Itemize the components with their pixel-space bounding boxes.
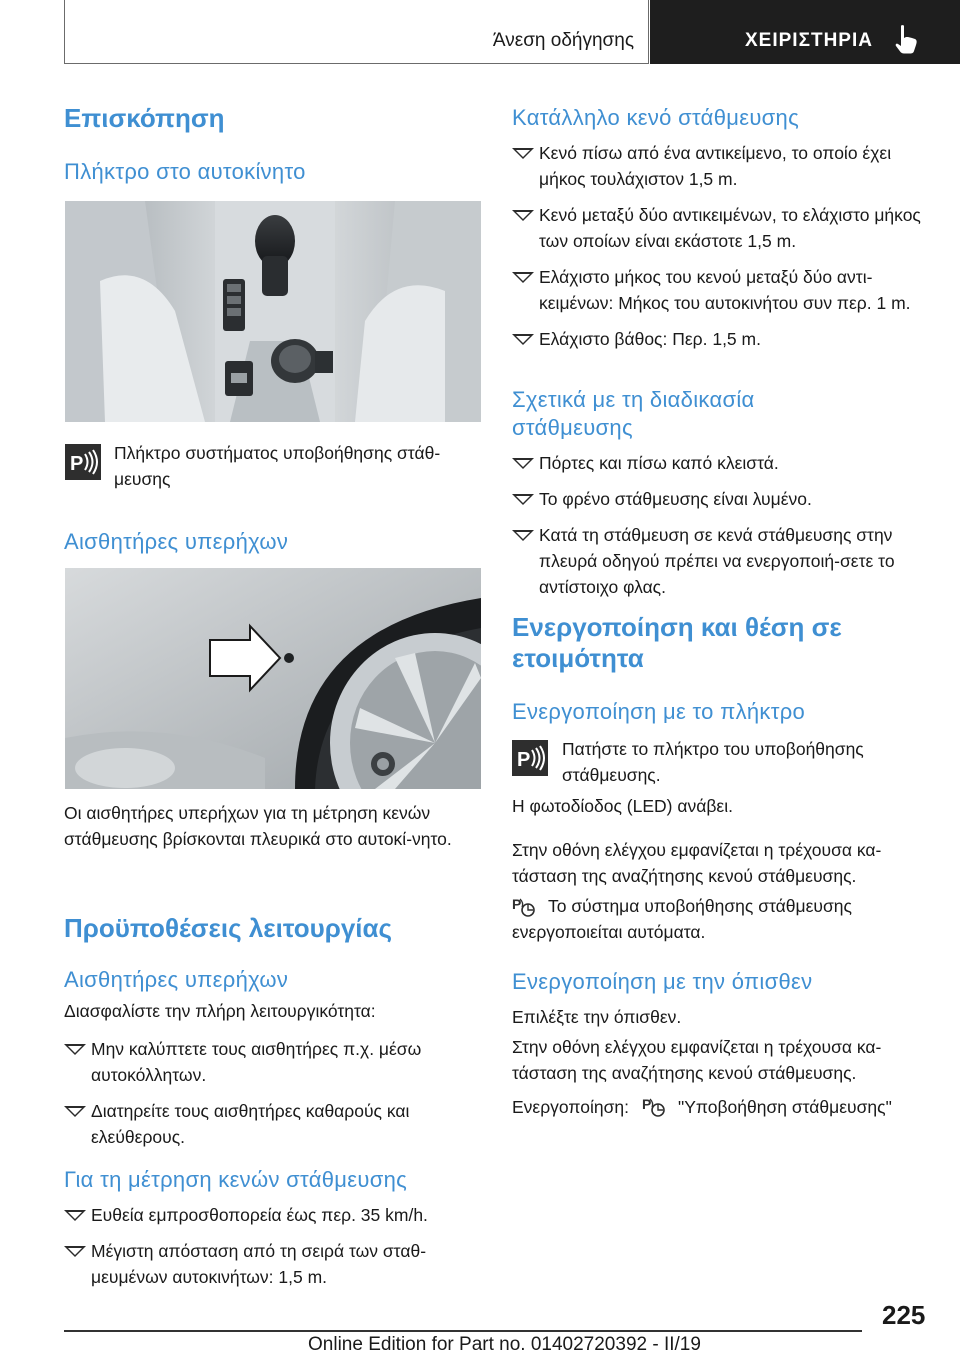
auto-activation-row bbox=[512, 893, 926, 945]
header-section-title: Άνεση οδήγησης bbox=[492, 30, 634, 51]
svg-text:P: P bbox=[512, 896, 522, 912]
svg-text:P: P bbox=[642, 1096, 652, 1112]
list-item: Ευθεία εμπροσθοπορεία έως περ. 35 km/h. bbox=[64, 1202, 474, 1228]
activation-label: Ενεργοποίηση: bbox=[512, 1097, 629, 1117]
heading-parking-procedure: Σχετικά με τη διαδικασία στάθμευσης bbox=[512, 387, 755, 440]
bullet-triangle-icon bbox=[512, 148, 534, 159]
bullet-triangle-icon bbox=[512, 334, 534, 345]
sensor-bullet-list bbox=[64, 1036, 474, 1160]
pdc-button-icon bbox=[512, 740, 548, 776]
heading-activate-with-reverse: Ενεργοποίηση με την όπισθεν bbox=[512, 969, 813, 994]
heading-activate-with-button: Ενεργοποίηση με το πλήκτρο bbox=[512, 699, 806, 724]
sensor-photo bbox=[65, 568, 481, 789]
select-reverse-text: Επιλέξτε την όπισθεν. bbox=[512, 1007, 682, 1027]
pointer-hand-icon bbox=[894, 24, 920, 54]
pdc-button-icon-wrap bbox=[65, 444, 101, 485]
heading-ultrasonic-sensors: Αισθητήρες υπερήχων bbox=[64, 529, 289, 554]
pdc-small-icon bbox=[512, 895, 538, 917]
list-item: Μην καλύπτετε τους αισθητήρες π.χ. μέσω αυτοκόλλητων. bbox=[64, 1036, 474, 1088]
bullet-triangle-icon bbox=[512, 530, 534, 541]
bullet-triangle-icon bbox=[512, 272, 534, 283]
auto-activation-text: Το σύστημα υποβοήθησης στάθμευσης ενεργοποιείται αυτόματα. bbox=[512, 896, 852, 942]
heading-overview: Επισκόπηση bbox=[64, 103, 225, 133]
activation-menu-item: "Υποβοήθηση στάθμευσης" bbox=[678, 1097, 892, 1117]
list-item: Το φρένο στάθμευσης είναι λυμένο. bbox=[512, 486, 926, 512]
list-item: Κενό πίσω από ένα αντικείμενο, το οποίο έχει μήκος τουλάχιστον 1,5 m. bbox=[512, 140, 926, 192]
header-manual-title: ΧΕΙΡΙΣΤΗΡΙΑ bbox=[745, 30, 873, 51]
list-item: Διατηρείτε τους αισθητήρες καθαρούς και ελεύθερους. bbox=[64, 1098, 474, 1150]
procedure-bullet-list bbox=[512, 450, 926, 610]
list-item: Πόρτες και πίσω καπό κλειστά. bbox=[512, 450, 926, 476]
svg-text:P: P bbox=[70, 453, 84, 475]
heading-suitable-space: Κατάλληλο κενό στάθμευσης bbox=[512, 105, 799, 130]
bullet-triangle-icon bbox=[512, 210, 534, 221]
ensure-function-text: Διασφαλίστε την πλήρη λειτουργικότητα: bbox=[64, 1001, 376, 1021]
heading-activation-standby: Ενεργοποίηση και θέση σε ετοιμότητα bbox=[512, 612, 842, 673]
bullet-triangle-icon bbox=[64, 1210, 86, 1221]
press-button-text: Πατήστε το πλήκτρο του υποβοήθησης στάθμευσης. bbox=[562, 739, 864, 785]
footer-divider bbox=[64, 1330, 862, 1332]
bullet-triangle-icon bbox=[64, 1106, 86, 1117]
list-item: Κενό μεταξύ δύο αντικειμένων, το ελάχιστο μήκος των οποίων είναι εκάστοτε 1,5 m. bbox=[512, 202, 926, 254]
bullet-triangle-icon bbox=[512, 494, 534, 505]
list-item: Ελάχιστο βάθος: Περ. 1,5 m. bbox=[512, 326, 926, 352]
pdc-small-icon bbox=[642, 1095, 668, 1117]
pdc-button-caption: Πλήκτρο συστήματος υποβοήθησης στάθ-μευσης bbox=[114, 443, 441, 489]
svg-text:P: P bbox=[517, 749, 531, 771]
activation-path-row bbox=[512, 1094, 926, 1120]
heading-measuring-spaces: Για τη μέτρηση κενών στάθμευσης bbox=[64, 1167, 408, 1192]
header-manual-box bbox=[650, 0, 960, 64]
header-section-box bbox=[64, 0, 649, 64]
measure-bullet-list bbox=[64, 1202, 474, 1300]
bullet-triangle-icon bbox=[512, 458, 534, 469]
page-number: 225 bbox=[882, 1300, 926, 1330]
heading-prerequisites: Προϋποθέσεις λειτουργίας bbox=[64, 913, 393, 943]
console-photo bbox=[65, 201, 481, 422]
display-status-text: Στην οθόνη ελέγχου εμφανίζεται η τρέχουσα κα-τάσταση της αναζήτησης κενού στάθμευσης. bbox=[512, 840, 882, 886]
bullet-triangle-icon bbox=[64, 1044, 86, 1055]
bullet-triangle-icon bbox=[64, 1246, 86, 1257]
led-lights-text: Η φωτοδίοδος (LED) ανάβει. bbox=[512, 796, 733, 816]
list-item: Μέγιστη απόσταση από τη σειρά των σταθ-μευμένων αυτοκινήτων: 1,5 m. bbox=[64, 1238, 474, 1290]
list-item: Κατά τη στάθμευση σε κενά στάθμευσης στην πλευρά οδηγού πρέπει να ενεργοποιή-σετε το αντίστοιχο φλας. bbox=[512, 522, 926, 600]
edition-text: Online Edition for Part no. 01402720392 - II/19 bbox=[308, 1334, 701, 1355]
heading-button-in-car: Πλήκτρο στο αυτοκίνητο bbox=[64, 159, 306, 184]
heading-ultrasonic-sensors-2: Αισθητήρες υπερήχων bbox=[64, 967, 289, 992]
console-illustration bbox=[65, 201, 481, 422]
pdc-button-icon-wrap-2 bbox=[512, 740, 548, 781]
sensor-illustration bbox=[65, 568, 481, 789]
suitable-bullet-list bbox=[512, 140, 926, 362]
sensors-description: Οι αισθητήρες υπερήχων για τη μέτρηση κενών στάθμευσης βρίσκονται πλευρικά στο αυτοκί-νητο. bbox=[64, 803, 452, 849]
list-item: Ελάχιστο μήκος του κενού μεταξύ δύο αντι-κειμένων: Μήκος του αυτοκινήτου συν περ. 1 m. bbox=[512, 264, 926, 316]
pdc-button-icon bbox=[65, 444, 101, 480]
display-status-text-2: Στην οθόνη ελέγχου εμφανίζεται η τρέχουσα κα-τάσταση της αναζήτησης κενού στάθμευσης. bbox=[512, 1037, 882, 1083]
